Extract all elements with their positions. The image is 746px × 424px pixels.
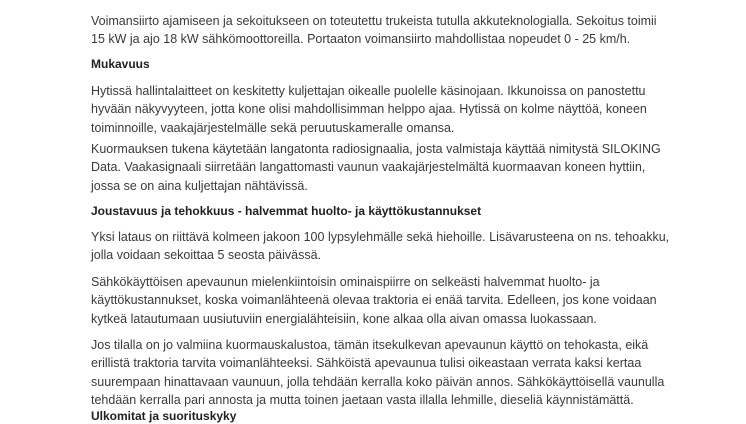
paragraph-cab-controls: [91, 82, 701, 137]
text-line: Voimansiirto ajamiseen ja sekoitukseen on toteutettu trukeista tutulla akkuteknologialla. Sekoitus toimii: [91, 14, 657, 28]
paragraph-charging: [91, 228, 701, 265]
paragraph-drive-train: [91, 12, 701, 49]
text-line: Data. Vaakasignaali siirretään langattomasti vaunun vaakajärjestelmältä kuormaavan koneen hyttiin,: [91, 160, 646, 175]
text-line: tehdään kerralla pari annosta ja mutta toinen jaetaan vasta illalla lehmille, dieseliä käynnistämättä.: [91, 392, 634, 407]
text-line: jossa se on aina kuljettajan nähtävissä.: [91, 178, 308, 193]
text-line: jolla voidaan sekoittaa 5 seosta päivässä.: [91, 248, 322, 263]
section-heading-flexibility: Joustavuus ja tehokkuus - halvemmat huolto- ja käyttökustannukset: [91, 204, 482, 218]
text-line: toiminnoille, vaakajärjestelmälle sekä peruutuskameralle omansa.: [91, 120, 455, 135]
text-line: käyttökustannukset, koska voimanlähteenä olevaa traktoria ei enää tarvita. Edelleen, jos kone voidaan: [91, 293, 657, 308]
text-line: Yksi lataus on riittävä kolmeen jakoon 100 lypsylehmälle sekä hiehoille. Lisävarusteena on ns. tehoakku,: [91, 230, 670, 244]
text-line: erillistä traktoria tarvita voimanlähteeksi. Sähköistä apevaunua tulisi oikeastaan verrata kaksi kertaa: [91, 356, 642, 371]
section-heading-dimensions: Ulkomitat ja suorituskyky: [91, 409, 237, 423]
text-line: 15 kW ja ajo 18 kW sähkömoottoreilla. Portaaton voimansiirto mahdollistaa nopeudet 0 - 25 km/h.: [91, 32, 631, 47]
text-line: Jos tilalla on jo valmiina kuormauskalustoa, tämän itsekulkevan apevaunun käyttö on tehokasta, eikä: [91, 338, 649, 352]
text-line: Sähkökäyttöisen apevaunun mielenkiintoisin ominaispiirre on selkeästi halvemmat huolto- ja: [91, 275, 600, 289]
text-line: Hytissä hallintalaitteet on keskitetty kuljettajan oikealle puolelle käsinojaan. Ikkunoissa on panostettu: [91, 84, 646, 98]
paragraph-costs: [91, 273, 701, 328]
paragraph-loading-equipment: [91, 336, 701, 409]
text-line: kytkeä latautumaan uusiutuviin energialähteisiin, kone alkaa olla aivan omassa luokassaan.: [91, 311, 597, 326]
section-heading-comfort: Mukavuus: [91, 57, 150, 71]
text-line: Kuormauksen tukena käytetään langatonta radiosignaalia, josta valmistaja käyttää nimitystä SILOKING: [91, 142, 661, 156]
paragraph-siloking-data: [91, 140, 701, 195]
text-line: suurempaan hinattavaan vaunuun, jolla tehdään kerralla koko päivän annos. Sähkökäyttöisellä vaunulla: [91, 374, 665, 389]
text-line: hyvään näkyvyyteen, jotta kone olisi mahdollisimman helppo ajaa. Hytissä on kolme näyttöä, koneen: [91, 102, 647, 117]
